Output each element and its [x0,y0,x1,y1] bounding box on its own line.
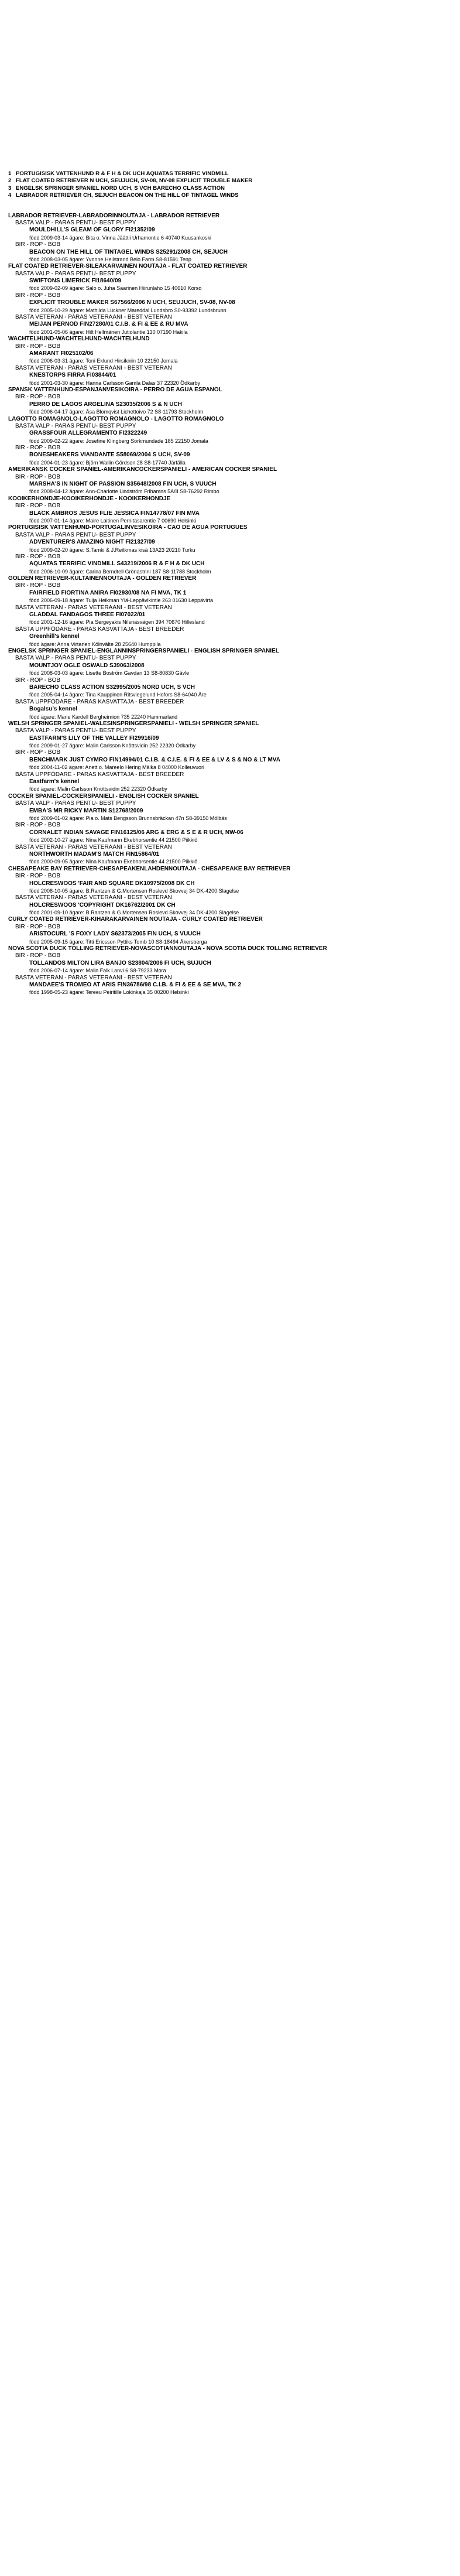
award-category: BIR - ROP - BOB [15,553,61,560]
award-category: BIR - ROP - BOB [15,445,61,452]
placement-text: FLAT COATED RETRIEVER N UCH, SEUJUCH, SV-08, NV-08 EXPLICIT TROUBLE MAKER [16,177,253,185]
owner-details: född 2001-09-10 ägare: B.Rantzen & G.Mortensen Roslevd Skovvej 34 DK-4200 Slagelse [29,910,239,916]
award-category: BÄSTA VETERAN - PARAS VETERAANI - BEST VETERAN [15,843,172,850]
winner-name: MEIJAN PERNOD FIN27280/01 C.I.B. & FI & EE & RU MVA [29,321,188,328]
winner-name: NORTHWORTH MADAM'S MATCH FIN15864/01 [29,850,160,857]
breed-section [8,524,441,575]
breed-title: CHESAPEAKE BAY RETRIEVER-CHESAPEAKENLAHDENNOUTAJA - CHESAPEAKE BAY RETRIEVER [8,865,291,872]
breeder-name: Eastfarm's kennel [29,778,80,785]
breed-title: AMERIKANSK COCKER SPANIEL-AMERIKANCOCKERSPANIELI - AMERICAN COCKER SPANIEL [8,466,277,473]
owner-details: född 2001-12-16 ägare: Pia Sergeyakis Nilsnäsvägen 394 70670 Hillesland [29,619,205,626]
award-category: BÄSTA VALP - PARAS PENTU- BEST PUPPY [15,800,136,807]
winner-name: SWIFTONS LIMERICK FI18640/09 [29,278,122,285]
winner-name: GRASSFOUR ALLEGRAMENTO FI2322249 [29,430,147,437]
award-category: BIR - ROP - BOB [15,822,61,829]
breed-title: WELSH SPRINGER SPANIEL-WALESINSPRINGERSPANIELI - WELSH SPRINGER SPANIEL [8,720,259,727]
placement-number: 4 [8,192,12,199]
winner-name: CORNALET INDIAN SAVAGE FIN16125/06 ARG & ERG & S E & R UCH, NW-06 [29,829,243,836]
award-category: BIR - ROP - BOB [15,241,61,248]
award-category: BÄSTA VETERAN - PARAS VETERAANI - BEST VETERAN [15,894,172,901]
placement-text: LABRADOR RETRIEVER CH, SEJUCH BEACON ON THE HILL OF TINTAGEL WINDS [16,192,239,199]
owner-details: född 2009-01-02 ägare: Pia o. Mats Bengsson Brunnsbräckan 47n S8-39150 Mölbäs [29,815,227,821]
owner-details: född 2001-05-06 ägare: Hilt Hellmänen Jutiolantie 130 07190 Hakila [29,329,188,335]
owner-details: född 2009-03-14 ägare: Bita o. Vinna Jäättii Urhamontie 6 40740 Kuusankoski [29,234,212,241]
breed-title: WACHTELHUND-WACHTELHUND-WACHTELHUND [8,336,150,343]
award-category: BÄSTA VETERAN - PARAS VETERAANI - BEST VETERAN [15,314,172,321]
award-category: BÄSTA VALP - PARAS PENTU- BEST PUPPY [15,270,136,277]
breed-title: KOOIKERHONDJE-KOOIKERHONDJE - KOOIKERHONDJE [8,495,171,502]
best-in-group-summary [8,170,441,200]
award-category: BIR - ROP - BOB [15,749,61,756]
award-category: BÄSTA VETERAN - PARAS VETERAANI - BEST VETERAN [15,974,172,981]
award-category: BÄSTA UPPFÖDARE - PARAS KASVATTAJA - BEST BREEDER [15,771,184,778]
owner-details: född 2009-02-09 ägare: Salo o. Juha Saarinen Hiirunlaho 15 40610 Korso [29,285,202,292]
summary-placement-2 [8,177,441,185]
owner-details: född 2004-11-02 ägare: Anett o. Mareelo Hering Mälka 8 04000 Kolleuvuori [29,764,205,771]
award-category: BIR - ROP - BOB [15,394,61,401]
winner-name: KNESTORPS FIRRA FI03844/01 [29,372,116,379]
owner-details: född 2001-03-30 ägare: Hanna Carlsson Gamla Dalas 37 22320 Ödkarby [29,380,201,386]
award-category: BIR - ROP - BOB [15,677,61,684]
breed-title: PORTUGISISK VATTENHUND-PORTUGALINVESIKOIRA - CAO DE AGUA PORTUGUES [8,524,248,531]
breed-title: COCKER SPANIEL-COCKERSPANIELI - ENGLISH COCKER SPANIEL [8,792,199,800]
winner-name: EMBA'S MR RICKY MARTIN S12768/2009 [29,807,143,814]
breeder-name: Greenhill's kennel [29,633,80,640]
owner-details: född 2008-10-05 ägare: B.Rantzen & G.Mortensen Roslevd Skovvej 34 DK-4200 Slagelse [29,887,239,894]
summary-placement-3 [8,185,441,192]
breed-section [8,336,441,387]
winner-name: AMARANT FI025102/06 [29,350,94,357]
owner-details: född 2005-04-14 ägare: Tina Kauppinen Ritsviegelund Hofors S8-64040 Åre [29,692,207,698]
owner-details: född 1998-05-23 ägare: Tereeu Peiritille Lokinkaja 35 00200 Helsinki [29,989,189,996]
owner-details: född 2008-03-03 ägare: Lisette Boström Gavdan 13 S8-80830 Gävle [29,670,190,677]
winner-name: BENCHMARK JUST CYMRO FIN14994/01 C.I.B. & C.I.E. & FI & EE & LV & S & NO & LT MVA [29,756,280,763]
results-document [8,170,441,996]
owner-details: född 2009-02-20 ägare: S.Tamki & J.Reitkmas kisä 13A23 20210 Turku [29,546,195,553]
owner-details: född 2006-03-31 ägare: Toni Eklund Hirsikniin 10 22150 Jomala [29,358,178,364]
breed-title: CURLY COATED RETRIEVER-KIHARAKARVAINEN NOUTAJA - CURLY COATED RETRIEVER [8,916,263,923]
owner-details: född ägare: Malin Carlsson Knöttsvidin 252 22320 Ödkarby [29,786,167,792]
winner-name: ARISTOCURL 'S FOXY LADY S62373/2005 FIN UCH, S VUUCH [29,931,201,938]
winner-name: BONESHEAKERS VIANDANTE S58069/2004 S UCH, SV-09 [29,452,190,459]
breed-section [8,416,441,467]
breed-section [8,466,441,496]
placement-number: 1 [8,170,12,177]
breed-title: LAGOTTO ROMAGNOLO-LAGOTTO ROMAGNOLO - LAGOTTO ROMAGNOLO [8,415,224,422]
owner-details: född 2006-10-09 ägare: Carina Berndtell Grönastrini 187 S8-11788 Stockholm [29,568,211,575]
winner-name: AQUATAS TERRIFIC VINDMILL S43219/2006 R & F H & DK UCH [29,561,205,568]
placement-text: ENGELSK SPRINGER SPANIEL NORD UCH, S VCH BARECHO CLASS ACTION [16,185,225,192]
winner-name: BEACON ON THE HILL OF TINTAGEL WINDS S25291/2008 CH, SEJUCH [29,248,228,255]
award-category: BÄSTA VALP - PARAS PENTU- BEST PUPPY [15,531,136,538]
breed-title: LABRADOR RETRIEVER-LABRADORINNOUTAJA - LABRADOR RETRIEVER [8,212,220,219]
winner-name: BARECHO CLASS ACTION S32995/2005 NORD UCH, S VCH [29,684,195,691]
owner-details: född 2002-10-27 ägare: Nina Kaufmann Ekebhorsentie 44 21500 Piikkiö [29,837,198,843]
owner-details: född 2006-09-18 ägare: Tuija Heikman Ylä-Leppävikintie 263 01630 Leppävirta [29,597,214,604]
breed-section [8,263,441,336]
breed-section [8,387,441,416]
award-category: BÄSTA UPPFÖDARE - PARAS KASVATTAJA - BEST BREEDER [15,698,184,705]
winner-name: BLACK AMBROS JESUS FLIE JESSICA FIN14778/07 FIN MVA [29,510,200,517]
award-category: BÄSTA VETERAN - PARAS VETERAANI - BEST VETERAN [15,364,172,371]
breed-section [8,793,441,866]
breed-section [8,213,441,264]
breed-section [8,866,441,917]
breed-section [8,648,441,720]
owner-details: född ägare: Marie Kardell Bergheimion 735 22240 Hammarland [29,713,178,720]
breed-title: SPANSK VATTENHUND-ESPANJANVESIKOIRA - PERRO DE AGUA ESPANOL [8,386,222,393]
award-category: BÄSTA VETERAN - PARAS VETERAANI - BEST VETERAN [15,604,172,611]
owner-details: född 2007-01-14 ägare: Maire Laitinen Pernitäsarentie 7 00690 Helsinki [29,517,197,524]
award-category: BIR - ROP - BOB [15,923,61,930]
breed-section [8,496,441,525]
award-category: BÄSTA VALP - PARAS PENTU- BEST PUPPY [15,422,136,429]
breed-section [8,575,441,648]
winner-name: TOLLANDOS MILTON LIRA BANJO S23804/2006 FI UCH, SUJUCH [29,959,211,966]
owner-details: född ägare: Anna Virtanen Kölnvälte 28 25640 Humppila [29,641,161,647]
summary-placement-1 [8,170,441,177]
placement-text: PORTUGISISK VATTENHUND R & F H & DK UCH AQUATAS TERRIFIC VINDMILL [16,170,229,177]
winner-name: EASTFARM'S LILY OF THE VALLEY FI29916/09 [29,734,159,742]
summary-placement-4 [8,192,441,199]
owner-details: född 2009-02-22 ägare: Josefine Klingberg Sörkmundade 185 22150 Jomala [29,438,208,444]
winner-name: PERRO DE LAGOS ARGELINA S23035/2006 S & N UCH [29,401,182,408]
breed-results [8,213,441,996]
winner-name: MANDAEE'S TROMEO AT ARIS FIN36786/98 C.I.B. & FI & EE & SE MVA, TK 2 [29,981,241,988]
award-category: BIR - ROP - BOB [15,952,61,959]
breed-section [8,720,441,793]
placement-number: 3 [8,185,12,192]
award-category: BIR - ROP - BOB [15,503,61,510]
winner-name: FAIRFIELD FIORTINA ANIRA FI02930/08 NA FI MVA, TK 1 [29,589,187,596]
winner-name: ADVENTURER'S AMAZING NIGHT FI21327/09 [29,539,155,546]
award-category: BIR - ROP - BOB [15,873,61,880]
award-category: BÄSTA VALP - PARAS PENTU- BEST PUPPY [15,727,136,734]
owner-details: född 2008-04-12 ägare: Ann-Charlotte Lindström Frihamns 5A/II S8-76292 Rimbo [29,488,219,495]
owner-details: född 2009-01-27 ägare: Malin Carlsson Knöttsvidin 252 22320 Ödkarby [29,743,196,749]
winner-name: MOULDHILL'S GLEAM OF GLORY FI21352/09 [29,227,155,234]
award-category: BIR - ROP - BOB [15,292,61,299]
owner-details: född 2006-07-14 ägare: Malin Falk Lanvi 6 S8-79233 Mora [29,968,166,974]
breed-title: NOVA SCOTIA DUCK TOLLING RETRIEVER-NOVASCOTIANNOUTAJA - NOVA SCOTIA DUCK TOLLING RETRIEVER [8,945,327,952]
breed-title: ENGELSK SPRINGER SPANIEL-ENGLANNINSPRINGERSPANIELI - ENGLISH SPRINGER SPANIEL [8,648,279,654]
award-category: BÄSTA VALP - PARAS PENTU- BEST PUPPY [15,655,136,662]
award-category: BIR - ROP - BOB [15,582,61,589]
winner-name: HOLCRESWOOS 'COPYRIGHT DK16762/2001 DK CH [29,901,176,908]
breed-title: FLAT COATED RETRIEVER-SILEÄKARVAINEN NOUTAJA - FLAT COATED RETRIEVER [8,263,248,270]
breeder-name: Bogalsu's kennel [29,706,77,713]
breed-title: GOLDEN RETRIEVER-KULTAINENNOUTAJA - GOLDEN RETRIEVER [8,575,197,582]
owner-details: född 2008-03-05 ägare: Yvonne Hellstrand Belo Farm S8-81591 Tenp [29,256,191,262]
award-category: BÄSTA UPPFÖDARE - PARAS KASVATTAJA - BEST BREEDER [15,626,184,633]
owner-details: född 2005-10-29 ägare: Mathilda Lückner Mareddal Lundsbro S0-93392 Lundsbrunn [29,307,226,313]
owner-details: född 2006-04-17 ägare: Åsa Blomqvist Lichettoivo 72 S8-11793 Stockholm [29,409,204,415]
winner-name: HOLCRESWOOS 'FAIR AND SQUARE DK10975/2008 DK CH [29,880,195,887]
placement-number: 2 [8,177,12,185]
owner-details: född 2005-09-15 ägare: Titti Ericsson Pyttiks Tomb 10 S8-18494 Åkersberga [29,938,207,945]
winner-name: EXPLICIT TROUBLE MAKER S67566/2006 N UCH, SEUJUCH, SV-08, NV-08 [29,299,235,306]
owner-details: född 2004-01-23 ägare: Björn Wallin Gördsen 28 S8-17740 Järfälla [29,459,186,466]
winner-name: MOUNTJOY OGLE OSWALD S39063/2008 [29,662,145,669]
award-category: BIR - ROP - BOB [15,343,61,350]
winner-name: MARSHA'S IN NIGHT OF PASSION S35648/2008 FIN UCH, S VUUCH [29,481,217,488]
owner-details: född 2000-09-05 ägare: Nina Kaufmann Ekebhorsentie 44 21500 Piikkiö [29,859,198,865]
award-category: BÄSTA VALP - PARAS PENTU- BEST PUPPY [15,219,136,226]
breed-section [8,945,441,996]
winner-name: GLADDAL FANDAGOS THREE FI07022/01 [29,611,146,619]
award-category: BIR - ROP - BOB [15,473,61,480]
breed-section [8,916,441,945]
